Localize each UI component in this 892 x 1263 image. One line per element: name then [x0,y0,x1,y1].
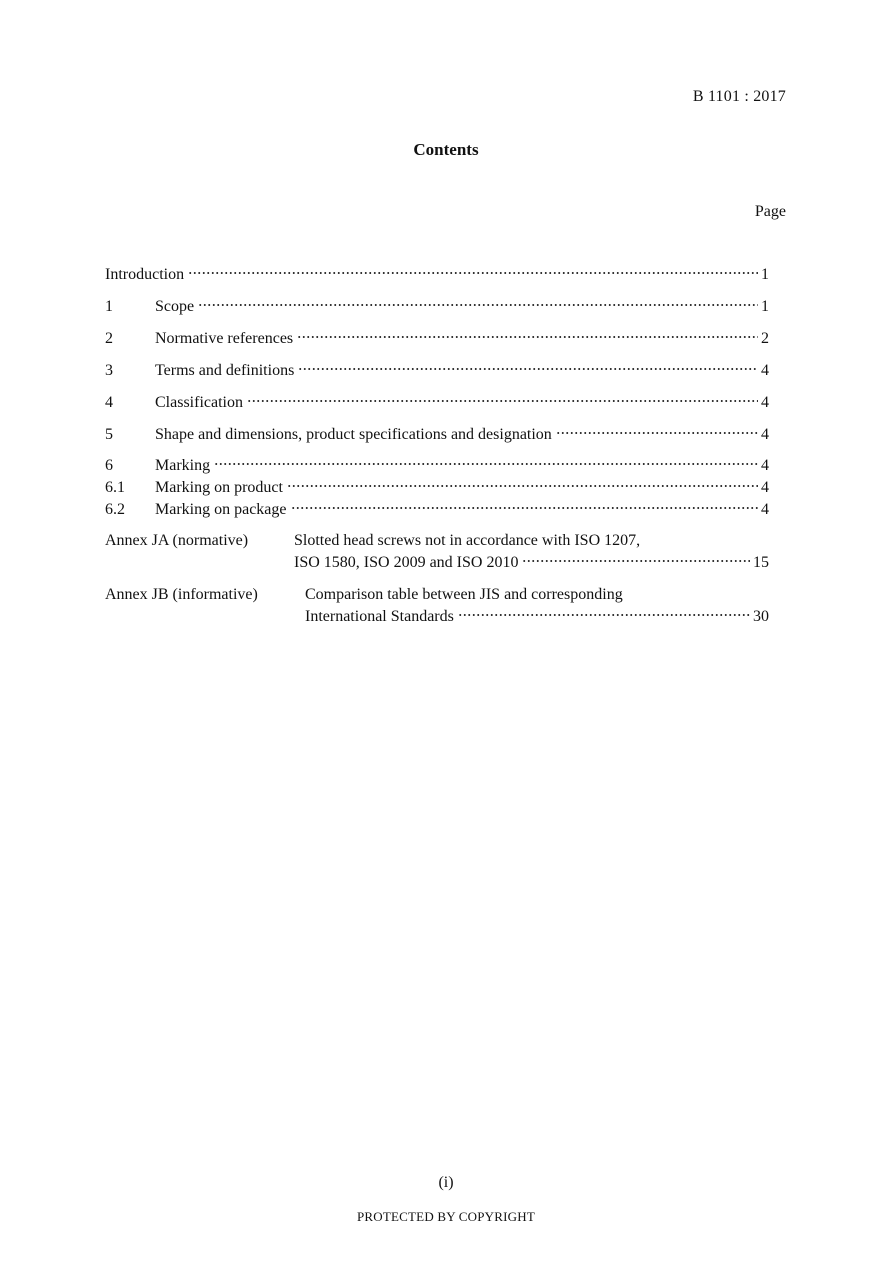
toc-entry-page: 4 [761,394,769,411]
toc-entry-title: Marking [155,457,211,474]
toc-entry-classification[interactable] [105,392,769,414]
toc-entry-title: Classification [155,394,243,411]
dot-leader [297,335,758,339]
toc-entry-page: 4 [761,501,769,518]
dot-leader [214,462,758,466]
toc-entry-marking-on-product[interactable] [105,477,769,499]
toc-entry-marking-on-package[interactable] [105,499,769,521]
toc-entry-page: 1 [761,266,769,283]
dot-leader [522,559,750,563]
annex-label: Annex JA (normative) [105,532,249,549]
toc-entry-page: 2 [761,330,769,347]
toc-entry-number: 6.1 [105,479,125,496]
dot-leader [291,506,758,510]
toc-entry-marking[interactable] [105,455,769,477]
annex-title-line1: Slotted head screws not in accordance with ISO 1207, [294,532,641,549]
dot-leader [287,484,758,488]
toc-entry-number: 2 [105,330,113,347]
toc-entry-normative-references[interactable] [105,328,769,350]
toc-entry-page: 4 [761,457,769,474]
toc-entry-annex-ja[interactable] [105,530,769,574]
toc-entry-annex-jb[interactable] [105,584,769,628]
toc-entry-terms-and-definitions[interactable] [105,360,769,382]
annex-title-line1: Comparison table between JIS and corresponding [305,586,623,603]
toc-entry-number: 1 [105,298,113,315]
toc-entry-title: Normative references [155,330,294,347]
toc-entry-title: Marking on product [155,479,283,496]
toc-entry-scope[interactable] [105,296,769,318]
toc-entry-number: 4 [105,394,113,411]
toc-entry-shape-and-dimensions[interactable] [105,424,769,446]
dot-leader [298,367,758,371]
annex-label: Annex JB (informative) [105,586,258,603]
toc-entry-number: 6.2 [105,501,125,518]
toc-entry-page: 4 [761,362,769,379]
annex-title-line2: International Standards [305,608,454,625]
toc-entry-number: 3 [105,362,113,379]
toc-entry-number: 5 [105,426,113,443]
toc-entry-title: Terms and definitions [155,362,295,379]
annex-page: 15 [753,554,769,571]
toc-entry-introduction[interactable] [105,264,769,286]
standard-number: B 1101 : 2017 [692,88,786,105]
annex-title-line2: ISO 1580, ISO 2009 and ISO 2010 [294,554,519,571]
dot-leader [458,613,750,617]
dot-leader [556,431,758,435]
table-of-contents [105,264,769,521]
toc-entry-title: Marking on package [155,501,287,518]
toc-entry-title: Scope [155,298,195,315]
toc-entry-title: Introduction [105,266,185,283]
dot-leader [247,399,758,403]
toc-entry-number: 6 [105,457,113,474]
page-title: Contents [413,140,479,159]
footer-copyright: PROTECTED BY COPYRIGHT [357,1209,535,1224]
toc-entry-title: Shape and dimensions, product specifications and designation [155,426,552,443]
annex-page: 30 [753,608,769,625]
dot-leader [188,271,758,275]
page-column-label: Page [754,203,786,220]
toc-entry-page: 4 [761,426,769,443]
footer-page-number: (i) [438,1174,454,1191]
dot-leader [198,303,758,307]
toc-entry-page: 4 [761,479,769,496]
toc-entry-page: 1 [761,298,769,315]
